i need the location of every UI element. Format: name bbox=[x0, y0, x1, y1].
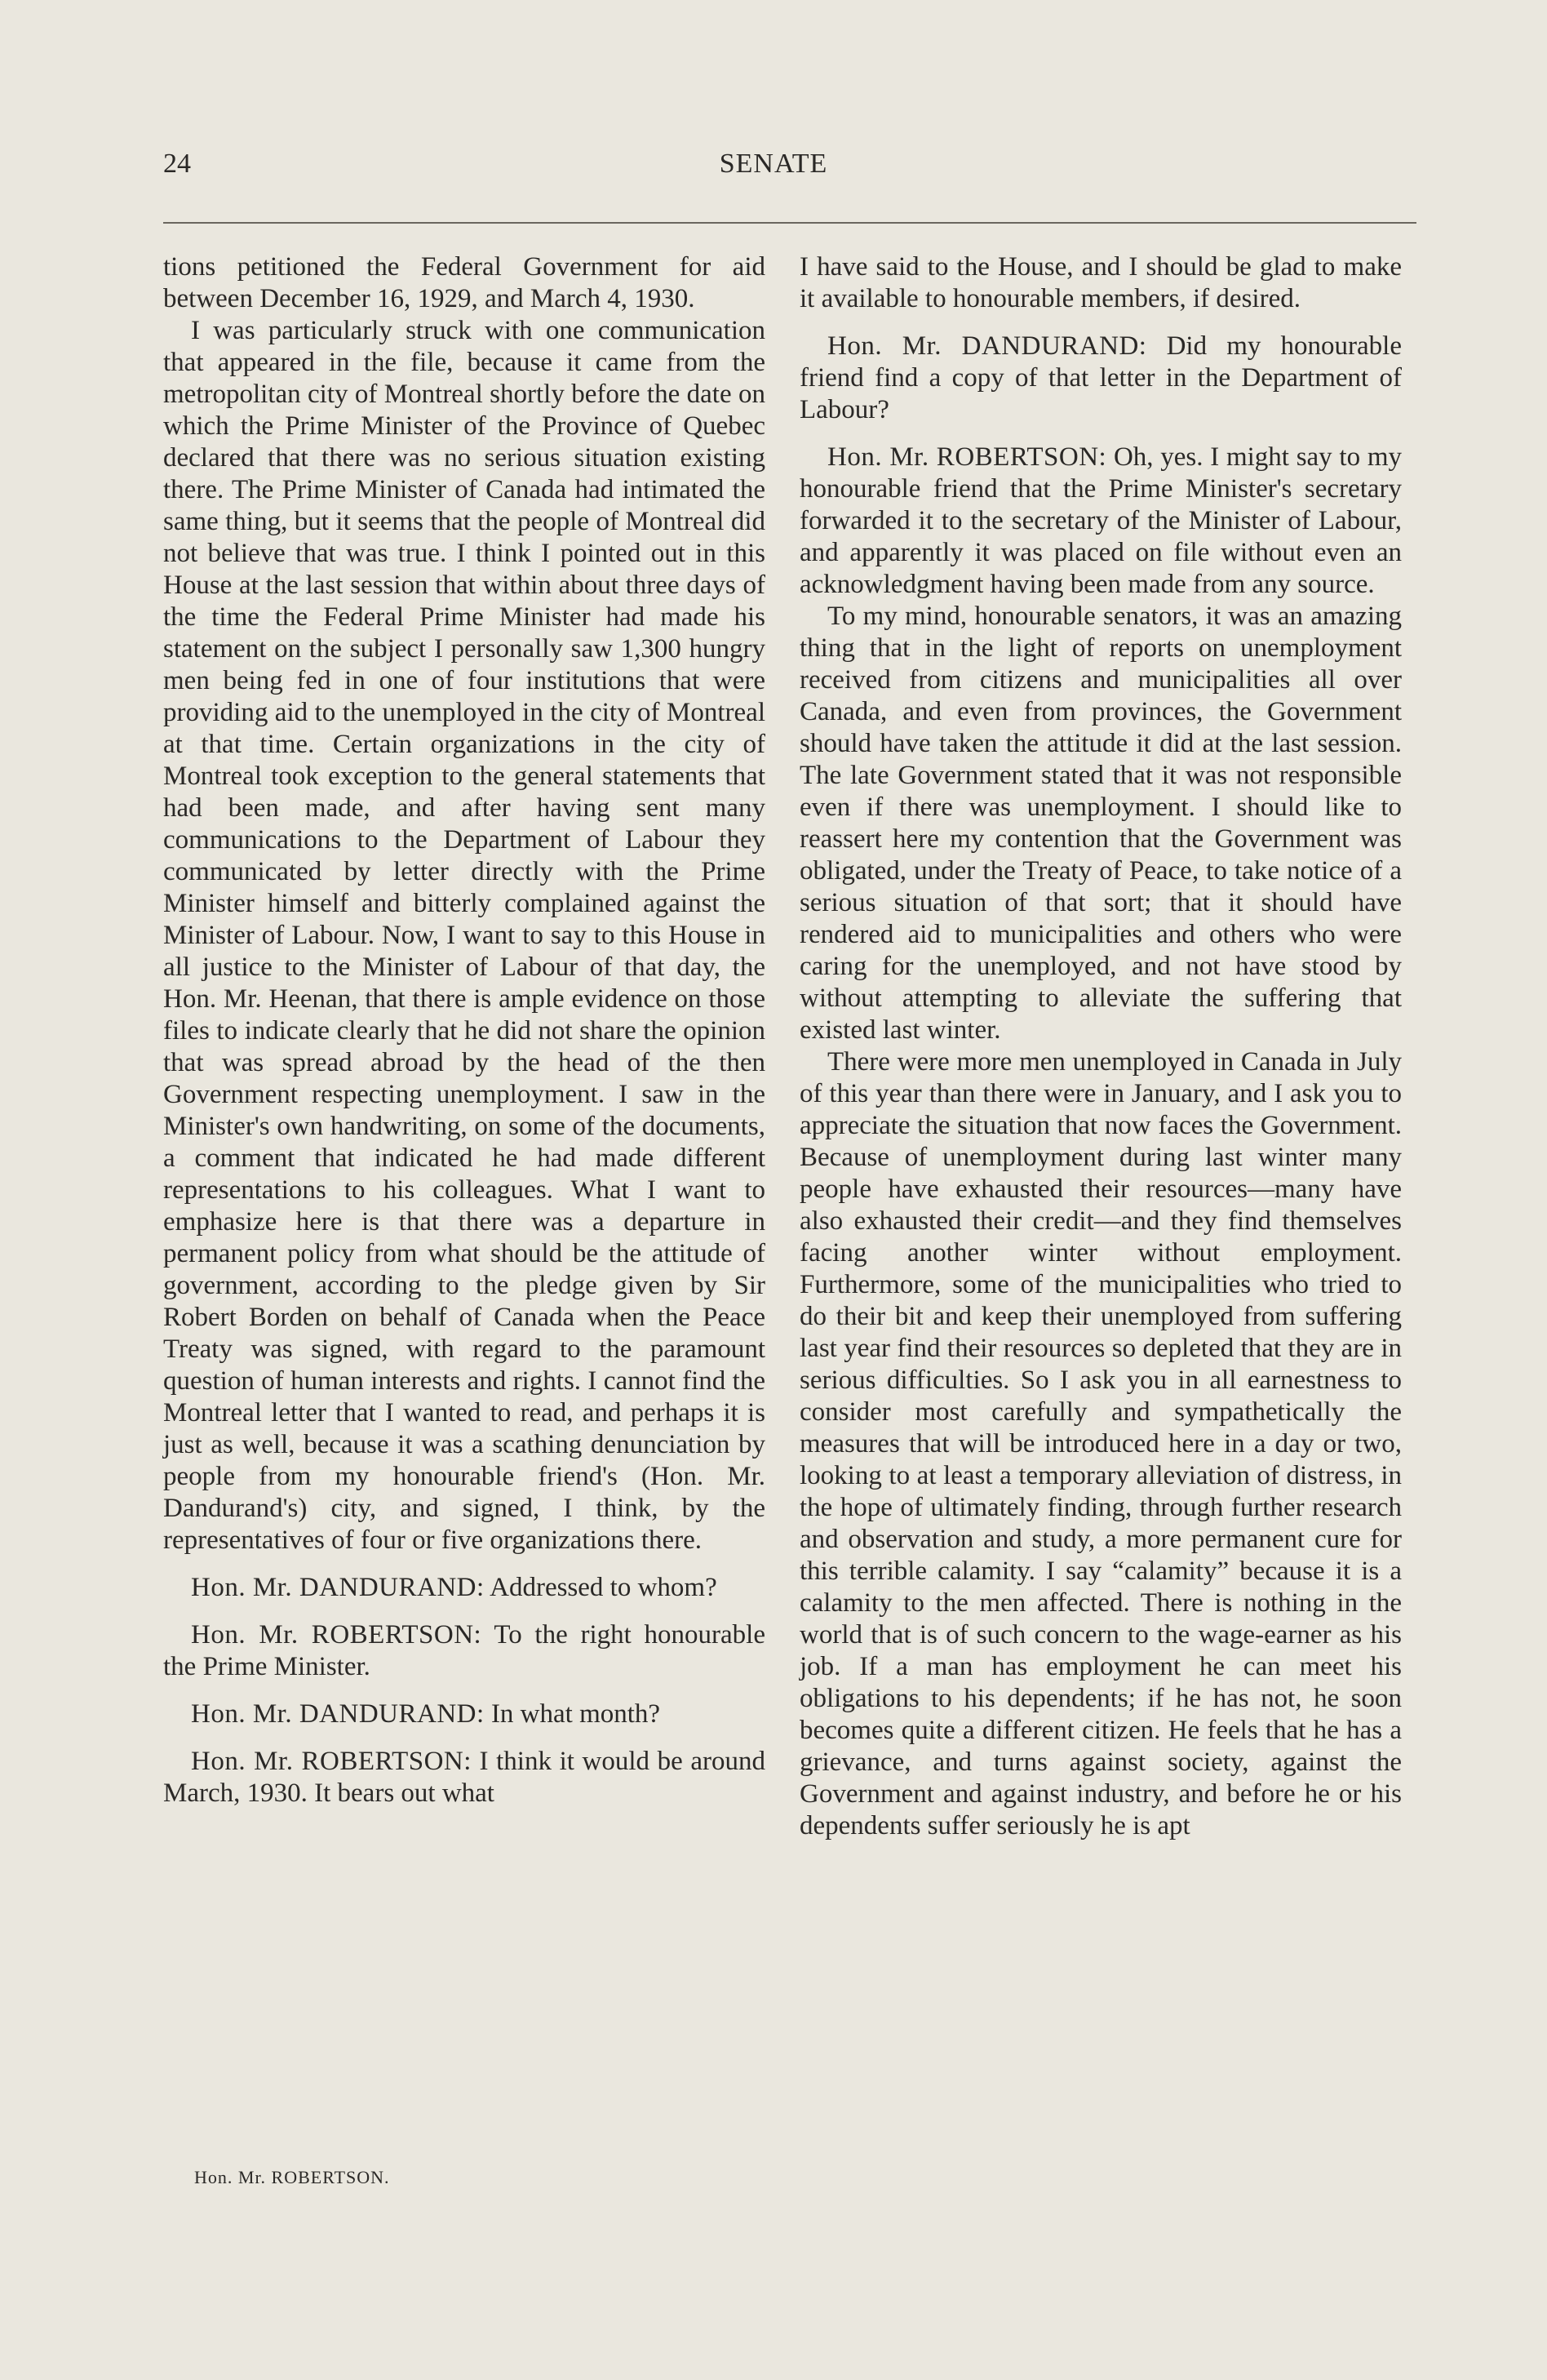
speaker-name: Hon. Mr. ROBERTSON: bbox=[827, 442, 1107, 472]
paragraph: I have said to the House, and I should be glad to make it available to honourable members, if desired. bbox=[800, 252, 1402, 313]
speech bbox=[163, 1619, 765, 1683]
paragraph: There were more men unemployed in Canada in July of this year than there were in January, and I ask you to appreciate the situation that now faces the Government. Because of unemployment during last winter many people have exhausted their resources—many have also exhausted their credit—and they find themselves facing another winter without employment. Furthermore, some of the municipalities who tried to do their bit and keep their unemployed from suffering last year find their resources so depleted that they are in serious difficulties. So I ask you in all earnestness to consider most carefully and sympathetically the measures that will be introduced here in a day or two, looking to at least a temporary alleviation of distress, in the hope of ultimately finding, through further research and observation and study, a more permanent cure for this terrible calamity. I say “calamity” because it is a calamity to the men affected. There is nothing in the world that is of such concern to the wage-earner as his job. If a man has employment he can meet his obligations to his dependents; if he has not, he soon becomes quite a different citizen. He feels that he has a grievance, and turns against society, against the Government and against industry, and before he or his dependents suffer seriously he is apt bbox=[800, 1047, 1402, 1841]
speech bbox=[163, 1746, 765, 1809]
left-column bbox=[163, 251, 765, 1809]
speech-text: Did my honourable friend find a copy of that letter in the Department of Labour? bbox=[800, 331, 1402, 424]
speech bbox=[800, 442, 1402, 601]
speech bbox=[163, 1698, 765, 1730]
speaker-name: Hon. Mr. DANDURAND: bbox=[191, 1699, 485, 1729]
speech bbox=[163, 1572, 765, 1604]
running-head: SENATE bbox=[719, 149, 828, 179]
speaker-name: Hon. Mr. ROBERTSON: bbox=[191, 1747, 472, 1776]
speech bbox=[800, 331, 1402, 426]
speech-text: In what month? bbox=[484, 1699, 661, 1729]
paragraph: tions petitioned the Federal Government for aid between December 16, 1929, and March 4, 1930. bbox=[163, 252, 765, 313]
footer-catchword: Hon. Mr. ROBERTSON. bbox=[194, 2167, 390, 2187]
page-number: 24 bbox=[163, 149, 191, 179]
speech-text: Addressed to whom? bbox=[484, 1573, 717, 1602]
header-rule bbox=[163, 222, 1416, 224]
speech-text: Oh, yes. I might say to my honourable friend that the Prime Minister's secretary forwarded it to the secretary of the Minister of Labour, and apparently it was placed on file without even an acknowledgment having been made from any source. bbox=[800, 442, 1402, 599]
speech-text: I think it would be around March, 1930. It bears out what bbox=[163, 1747, 765, 1808]
speaker-name: Hon. Mr. DANDURAND: bbox=[191, 1573, 485, 1602]
paragraph: To my mind, honourable senators, it was an amazing thing that in the light of reports on unemployment received from citizens and municipalities all over Canada, and even from provinces, the Government should have taken the attitude it did at the last session. The late Government stated that it was not responsible even if there was unemployment. I should like to reassert here my contention that the Government was obligated, under the Treaty of Peace, to take notice of a serious situation of that sort; that it should have rendered aid to municipalities and others who were caring for the unemployed, and not have stood by without attempting to alleviate the suffering that existed last winter. bbox=[800, 602, 1402, 1045]
speech-text: To the right honourable the Prime Minister. bbox=[163, 1620, 765, 1681]
right-column bbox=[800, 251, 1402, 1842]
speaker-name: Hon. Mr. DANDURAND: bbox=[827, 331, 1147, 361]
paragraph: I was particularly struck with one communication that appeared in the file, because it came from the metropolitan city of Montreal shortly before the date on which the Prime Minister of the Province of Quebec declared that there was no serious situation existing there. The Prime Minister of Canada had intimated the same thing, but it seems that the people of Montreal did not believe that was true. I think I pointed out in this House at the last session that within about three days of the time the Federal Prime Minister had made his statement on the subject I personally saw 1,300 hungry men being fed in one of four institutions that were providing aid to the unemployed in the city of Montreal at that time. Certain organizations in the city of Montreal took exception to the general statements that had been made, and after having sent many communications to the Department of Labour they communicated by letter directly with the Prime Minister himself and bitterly complained against the Minister of Labour. Now, I want to say to this House in all justice to the Minister of Labour of that day, the Hon. Mr. Heenan, that there is ample evidence on those files to indicate clearly that he did not share the opinion that was spread abroad by the head of the then Government respecting unemployment. I saw in the Minister's own handwriting, on some of the documents, a comment that indicated he had made different representations to his colleagues. What I want to emphasize here is that there was a departure in permanent policy from what should be the attitude of government, according to the pledge given by Sir Robert Borden on behalf of Canada when the Peace Treaty was signed, with regard to the paramount question of human interests and rights. I cannot find the Montreal letter that I wanted to read, and perhaps it is just as well, because it was a scathing denunciation by people from my honourable friend's (Hon. Mr. Dandurand's) city, and signed, I think, by the representatives of four or five organizations there. bbox=[163, 316, 765, 1555]
speaker-name: Hon. Mr. ROBERTSON: bbox=[191, 1620, 482, 1650]
